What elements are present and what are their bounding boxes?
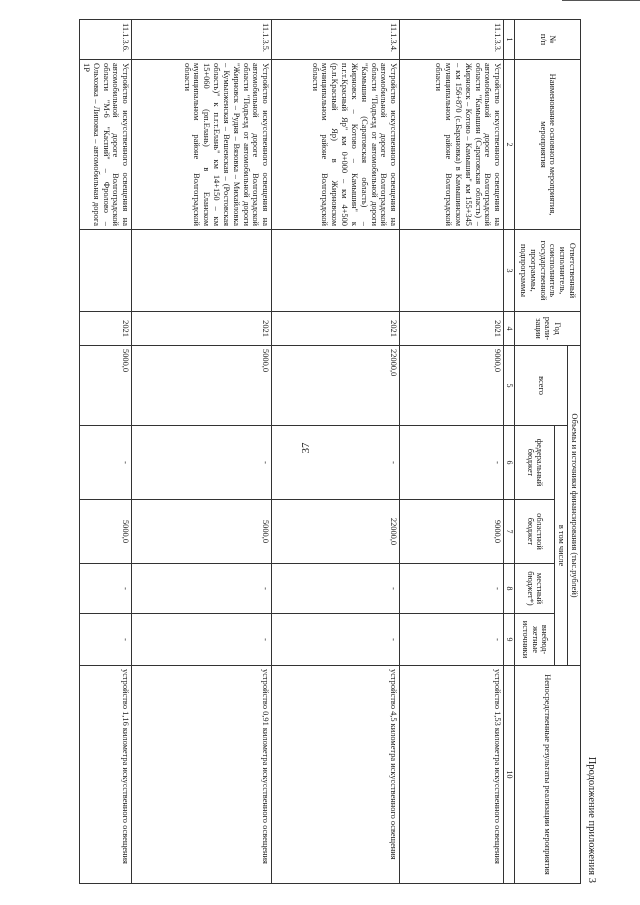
table-row [132,20,272,884]
column-number: 6 [504,426,515,500]
total-amount: 5000,0 [132,346,272,426]
column-number: 3 [504,230,515,312]
measure-name: Устройство искусственного освещения на автомобильной дороге Волгоградской области "Подъезд от автомобильной дороги "Жирновск – Рудня – Вязовка – Михайловка – Кумылженская – Вешенская – (Ростовская область)" к п.г.т.Елань" км 14+150 – км 15+060 (рп.Елань) в Еланском муниципальном районе Волгоградской области [132,60,272,230]
federal-amount: - [400,426,504,500]
federal-amount: - [272,426,400,500]
header-total: всего [515,346,568,426]
regional-amount: 9000,0 [400,500,504,564]
total-amount: 22000,0 [272,346,400,426]
header-federal: федеральный бюджет [515,426,555,500]
total-amount: 5000,0 [80,346,132,426]
result: устройство 1,53 километра искусственного освещения [400,666,504,884]
year: 2021 [132,312,272,346]
regional-amount: 5000,0 [80,500,132,564]
top-rule [562,0,640,1]
local-amount: - [272,564,400,614]
header-funding-group: Объемы и источники финансирования (тыс.рублей) [568,346,581,666]
result: устройство 0,91 километра искусственного освещения [132,666,272,884]
year: 2021 [400,312,504,346]
column-number: 8 [504,564,515,614]
header-name: Наименование основного мероприятия, мероприятия [515,60,581,230]
year: 2021 [80,312,132,346]
rotated-table-sheet [81,19,597,883]
funding-table [79,19,581,884]
total-amount: 9000,0 [400,346,504,426]
column-number: 4 [504,312,515,346]
measure-name: Устройство искусственного освещения на автомобильной дороге Волгоградской области "М-6 "Каспий" – Фролово – Ольховка – Липовка – автомобильная дорога 1Р [80,60,132,230]
result: устройство 4,5 километра искусственного освещения [272,666,400,884]
column-number: 7 [504,500,515,564]
result: устройство 1,16 километра искусственного освещения [80,666,132,884]
executor [272,230,400,312]
executor [80,230,132,312]
measure-name: Устройство искусственного освещения на автомобильной дороге Волгоградской области "Камышин (Саратовская область) – Жирновск – Котово – Камышин" км 155+345 – км 156+870 (с.Барановка) в Камышинском муниципальном районе Волгоградской области [400,60,504,230]
offbudget-amount: - [80,614,132,666]
row-number: 11.1.3.5. [132,20,272,60]
executor [132,230,272,312]
header-regional: областной бюджет [515,500,555,564]
continuation-heading: Продолжение приложения 3 [586,756,597,883]
federal-amount: - [80,426,132,500]
regional-amount: 5000,0 [132,500,272,564]
row-number: 11.1.3.6. [80,20,132,60]
row-number: 11.1.3.3. [400,20,504,60]
local-amount: - [132,564,272,614]
header-executor: Ответственный исполнитель, соисполнитель государственной программы, подпрограммы [515,230,581,312]
measure-name: Устройство искусственного освещения на автомобильной дороге Волгоградской области "Подъезд от автомобильной дороги "Камышин (Саратовская область) – Жирновск – Котово – Камышин" к п.г.т.Красный Яр" км 0+000 – км 4+500 (р.п.Красный Яр) в Жирновском муниципальном районе Волгоградской области [272,60,400,230]
header-number: № п/п [515,20,581,60]
header-local: местный бюджет*) [515,564,555,614]
header-offbudget: внебюд-жетные источники [515,614,555,666]
table-row [400,20,504,884]
offbudget-amount: - [132,614,272,666]
local-amount: - [80,564,132,614]
table-row [272,20,400,884]
column-number: 9 [504,614,515,666]
offbudget-amount: - [272,614,400,666]
page-number: 37 [300,442,312,454]
local-amount: - [400,564,504,614]
column-number: 1 [504,20,515,60]
header-results: Непосредственные результаты реализации мероприятия [515,666,581,884]
regional-amount: 22000,0 [272,500,400,564]
header-in-that-number: в том числе [555,426,568,666]
year: 2021 [272,312,400,346]
header-year: Год реали-зации [515,312,581,346]
executor [400,230,504,312]
table-row [80,20,132,884]
federal-amount: - [132,426,272,500]
column-number: 5 [504,346,515,426]
offbudget-amount: - [400,614,504,666]
column-number: 2 [504,60,515,230]
column-number: 10 [504,666,515,884]
row-number: 11.1.3.4. [272,20,400,60]
